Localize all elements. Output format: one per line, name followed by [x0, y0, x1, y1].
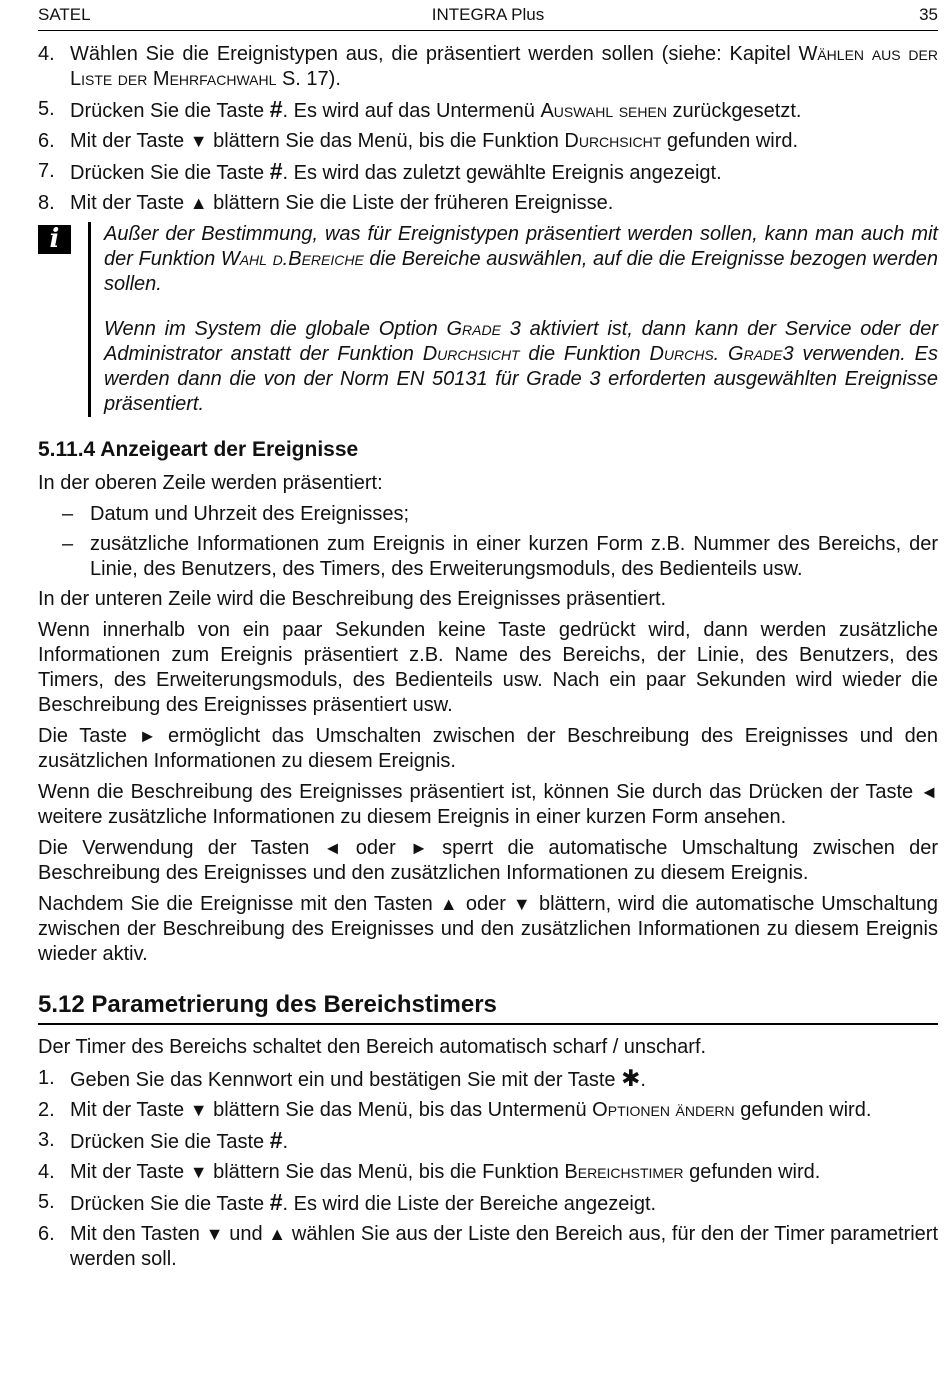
paragraph-text: Die Taste: [38, 725, 139, 747]
step-text: blättern Sie das Menü, bis die Funktion: [207, 130, 565, 152]
arrow-right-icon: ►: [138, 726, 157, 746]
step-text: S. 17).: [276, 68, 341, 90]
step-text: . Es wird das zuletzt gewählte Ereignis angezeigt.: [282, 162, 722, 184]
step-text: Mit den Tasten: [70, 1223, 206, 1245]
arrow-up-icon: ▲: [268, 1224, 287, 1244]
note-paragraph: [104, 317, 938, 417]
step-text: und: [223, 1223, 269, 1245]
hash-key-icon: #: [269, 1127, 283, 1153]
page-number: 35: [919, 5, 938, 24]
step-text: . Es wird die Liste der Bereiche angezeigt.: [282, 1193, 657, 1215]
list-item: [38, 42, 938, 92]
menu-ref: Wählen aus der Liste der Mehrfachwahl: [70, 43, 938, 90]
paragraph: Wenn innerhalb von ein paar Sekunden keine Taste gedrückt wird, dann werden zusätzliche Informationen zum Ereignis präsentiert z.B. Name des Bereichs, der Linie, des Benutzers, des Timers, des Erweiterungsmoduls, des Bedienteils usw. Nach ein paar Sekunden wird wieder die Beschreibung des Ereignisses präsentiert usw.: [38, 619, 938, 716]
arrow-down-icon: ▼: [189, 1100, 208, 1120]
step-number: 4.: [38, 1161, 55, 1183]
step-number: 6.: [38, 130, 55, 152]
step-text: Mit der Taste: [70, 1161, 190, 1183]
step-text: gefunden wird.: [734, 1099, 872, 1121]
list-item: [38, 532, 938, 582]
list-item: [38, 159, 938, 186]
step-text: Mit der Taste: [70, 130, 190, 152]
step-text: gefunden wird.: [661, 130, 799, 152]
arrow-down-icon: ▼: [512, 894, 533, 914]
list-item: [38, 191, 938, 216]
steps-list-2: [38, 1066, 938, 1272]
list-item: [38, 1098, 938, 1123]
menu-ref: Durchsicht: [422, 343, 520, 365]
step-text: blättern Sie das Menü, bis das Untermenü: [207, 1099, 593, 1121]
chapter-heading: 5.12 Parametrierung des Bereichstimers: [38, 989, 938, 1025]
page-content: [38, 42, 938, 1277]
note-text: Außer der Bestimmung, was für Ereignistypen präsentiert werden sollen, kann man auch mit der Funktion: [104, 223, 938, 270]
paragraph: In der unteren Zeile wird die Beschreibung des Ereignisses präsentiert.: [38, 588, 667, 610]
hash-key-icon: #: [269, 96, 283, 122]
step-text: Wählen Sie die Ereignistypen aus, die präsentiert werden sollen (siehe: Kapitel: [70, 43, 799, 65]
paragraph-text: oder: [341, 837, 411, 859]
paragraph-text: Die Verwendung der Tasten: [38, 837, 324, 859]
paragraph-text: Wenn die Beschreibung des Ereignisses präsentiert ist, können Sie durch das Drücken der Taste: [38, 781, 921, 803]
step-text: .: [640, 1069, 646, 1091]
step-text: Drücken Sie die Taste: [70, 162, 270, 184]
dash-icon: –: [62, 503, 74, 525]
note-text: verwenden. Es werden dann die von der Norm EN 50131 für Grade 3 erforderten ausgewählten Ereignisse präsentiert.: [104, 343, 938, 415]
step-number: 4.: [38, 43, 55, 65]
step-number: 7.: [38, 160, 55, 182]
hash-key-icon: #: [269, 1189, 283, 1215]
menu-ref: Auswahl sehen: [540, 100, 667, 122]
step-text: zurückgesetzt.: [666, 100, 802, 122]
step-text: Geben Sie das Kennwort ein und bestätigen Sie mit der Taste: [70, 1069, 622, 1091]
arrow-left-icon: ◄: [920, 782, 938, 802]
step-text: blättern Sie die Liste der früheren Ereignisse.: [207, 192, 614, 214]
paragraph-text: sperrt die automatische Umschaltung zwischen der Beschreibung des Ereignisses und den zusätzlichen Informationen zu diesem Ereignis.: [38, 837, 938, 884]
paragraph-text: blättern, wird die automatische Umschaltung zwischen der Beschreibung des Ereignisses und den zusätzlichen Informationen zu diesem Ereignis wieder aktiv.: [38, 893, 938, 965]
bullet-text: zusätzliche Informationen zum Ereignis in einer kurzen Form z.B. Nummer des Bereichs, der Linie, des Benutzers, des Timers, des Erweiterungsmoduls, des Bedienteils usw.: [90, 533, 938, 580]
list-item: [38, 1190, 938, 1217]
header-product: INTEGRA Plus: [431, 5, 545, 24]
info-note: [38, 222, 938, 417]
arrow-up-icon: ▲: [439, 894, 459, 914]
info-icon: i: [38, 225, 71, 254]
arrow-up-icon: ▲: [189, 193, 208, 213]
paragraph: [38, 892, 938, 967]
menu-ref: Grade: [446, 318, 501, 340]
bullet-list: [38, 502, 938, 582]
menu-ref: Optionen ändern: [592, 1099, 735, 1121]
step-text: gefunden wird.: [683, 1161, 821, 1183]
step-text: wählen Sie aus der Liste den Bereich aus, für den der Timer parametriert werden soll.: [70, 1223, 938, 1270]
menu-ref: Bereichstimer: [564, 1161, 684, 1183]
arrow-left-icon: ◄: [323, 838, 342, 858]
star-key-icon: ✱: [621, 1065, 641, 1091]
arrow-down-icon: ▼: [189, 1162, 208, 1182]
step-number: 6.: [38, 1223, 55, 1245]
step-text: Drücken Sie die Taste: [70, 1193, 270, 1215]
step-text: blättern Sie das Menü, bis die Funktion: [207, 1161, 565, 1183]
bullet-text: Datum und Uhrzeit des Ereignisses;: [90, 503, 410, 525]
note-text: 3 aktiviert ist, dann kann der Service oder der Administrator anstatt der Funktion: [104, 318, 938, 365]
list-item: [38, 1160, 938, 1185]
list-item: [38, 129, 938, 154]
list-item: [38, 1222, 938, 1272]
step-text: .: [282, 1131, 289, 1153]
paragraph: In der oberen Zeile werden präsentiert:: [38, 472, 383, 494]
paragraph: Der Timer des Bereichs schaltet den Bereich automatisch scharf / unscharf.: [38, 1036, 707, 1058]
note-text: die Funktion: [519, 343, 650, 365]
section-heading: 5.11.4 Anzeigeart der Ereignisse: [38, 438, 359, 461]
paragraph: [38, 836, 938, 886]
step-number: 2.: [38, 1099, 55, 1121]
paragraph-text: Nachdem Sie die Ereignisse mit den Tasten: [38, 893, 440, 915]
arrow-down-icon: ▼: [205, 1224, 224, 1244]
hash-key-icon: #: [269, 158, 283, 184]
paragraph-text: ermöglicht das Umschalten zwischen der Beschreibung des Ereignisses und den zusätzlichen Informationen zu diesem Ereignis.: [38, 725, 938, 772]
menu-ref: Durchs. Grade3: [649, 343, 794, 365]
step-number: 8.: [38, 192, 55, 214]
step-number: 5.: [38, 98, 55, 120]
header-brand: SATEL: [38, 5, 91, 24]
list-item: [38, 502, 938, 527]
page-header: [38, 0, 938, 31]
menu-ref: Wahl d.Bereiche: [220, 248, 364, 270]
step-number: 3.: [38, 1129, 55, 1151]
steps-list-1: [38, 42, 938, 216]
step-number: 1.: [38, 1067, 55, 1089]
paragraph-text: weitere zusätzliche Informationen zu diesem Ereignis in einer kurzen Form ansehen.: [38, 806, 787, 828]
menu-ref: Durchsicht: [564, 130, 662, 152]
note-paragraph: [104, 222, 938, 297]
paragraph: [38, 780, 938, 830]
note-text: Wenn im System die globale Option: [104, 318, 447, 340]
list-item: [38, 97, 938, 124]
note-bar: [88, 222, 91, 417]
arrow-right-icon: ►: [410, 838, 428, 858]
step-text: Drücken Sie die Taste: [70, 100, 270, 122]
dash-icon: –: [62, 533, 74, 555]
note-text: die Bereiche auswählen, auf die die Ereignisse bezogen werden sollen.: [104, 248, 938, 295]
paragraph-text: oder: [458, 893, 513, 915]
arrow-down-icon: ▼: [189, 131, 208, 151]
step-number: 5.: [38, 1191, 55, 1213]
list-item: [38, 1066, 938, 1093]
list-item: [38, 1128, 938, 1155]
step-text: Mit der Taste: [70, 1099, 190, 1121]
step-text: Drücken Sie die Taste: [70, 1131, 270, 1153]
step-text: Mit der Taste: [70, 192, 190, 214]
step-text: . Es wird auf das Untermenü: [282, 100, 541, 122]
paragraph: [38, 724, 938, 774]
